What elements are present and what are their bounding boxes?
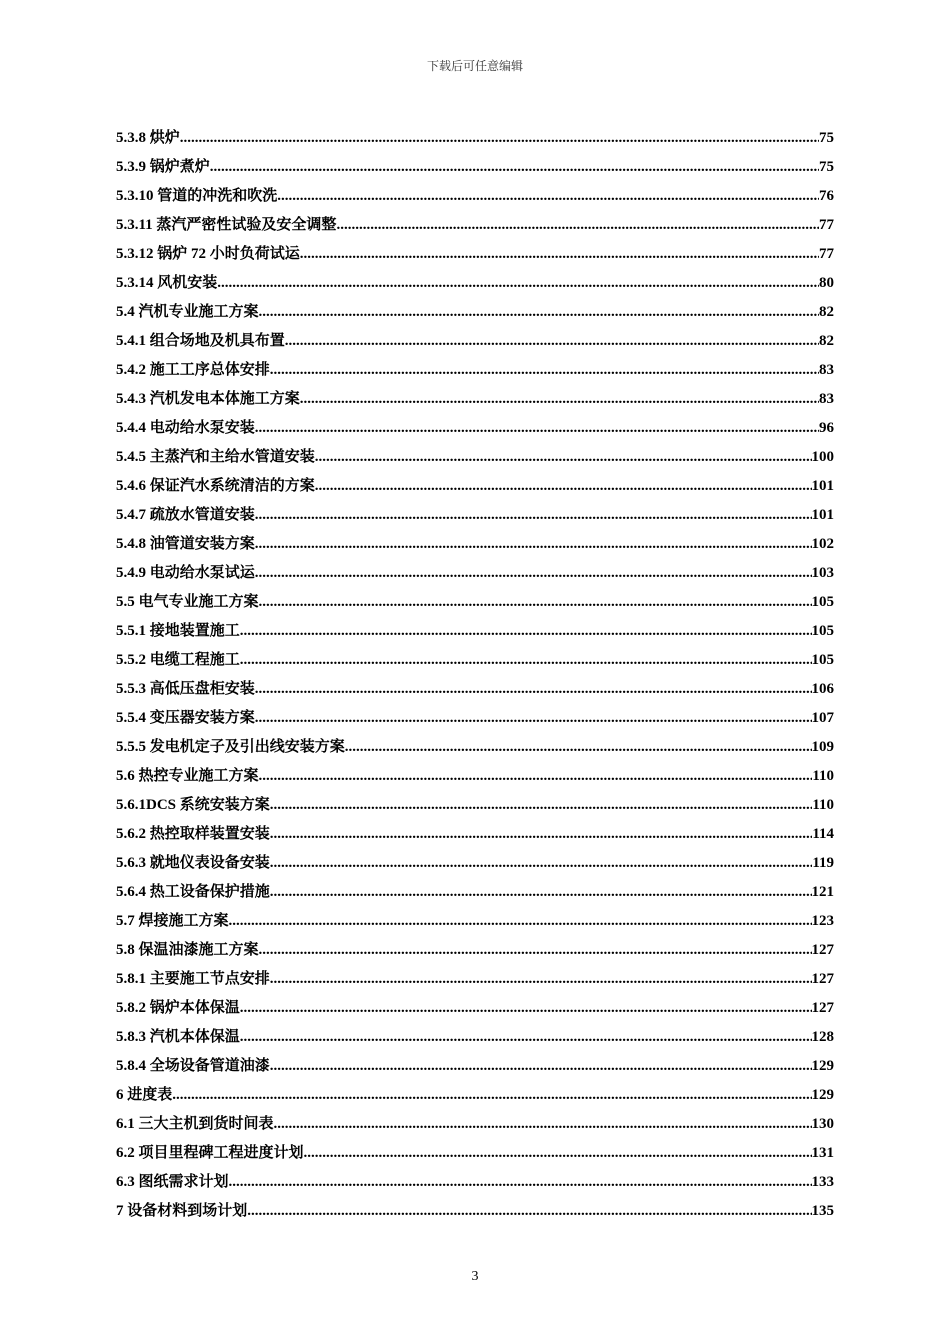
toc-entry[interactable] [116, 704, 834, 733]
toc-entry-page: 83 [819, 362, 834, 378]
page-number: 3 [471, 1269, 479, 1284]
toc-dot-leader [270, 791, 813, 820]
toc-entry-page: 101 [811, 507, 834, 523]
toc-entry-page: 121 [811, 884, 834, 900]
toc-entry-title: 5.4.7 疏放水管道安装 [116, 507, 255, 523]
toc-entry-page: 127 [811, 942, 834, 958]
toc-entry-title: 6 进度表 [116, 1087, 173, 1103]
toc-entry[interactable] [116, 1197, 834, 1226]
toc-entry-title: 7 设备材料到场计划 [116, 1203, 248, 1219]
toc-dot-leader [300, 385, 819, 414]
toc-entry-page: 75 [819, 159, 834, 175]
toc-entry[interactable] [116, 878, 834, 907]
toc-dot-leader [259, 298, 819, 327]
page-header-note: 下载后可任意编辑 [426, 59, 523, 73]
toc-entry-title: 5.5.3 高低压盘柜安装 [116, 681, 255, 697]
toc-entry-page: 110 [812, 768, 834, 784]
toc-dot-leader [270, 878, 812, 907]
toc-entry[interactable] [116, 327, 834, 356]
toc-entry-title: 5.3.10 管道的冲洗和吹洗 [116, 188, 278, 204]
toc-entry-page: 127 [811, 971, 834, 987]
toc-dot-leader [336, 211, 819, 240]
toc-entry-title: 5.6.3 就地仪表设备安装 [116, 855, 270, 871]
toc-entry-title: 5.4.4 电动给水泵安装 [116, 420, 255, 436]
toc-entry-title: 5.8.3 汽机本体保温 [116, 1029, 240, 1045]
toc-entry-title: 5.5.5 发电机定子及引出线安装方案 [116, 739, 345, 755]
toc-entry[interactable] [116, 936, 834, 965]
toc-dot-leader [270, 1052, 812, 1081]
toc-entry-title: 5.5.2 电缆工程施工 [116, 652, 240, 668]
toc-entry[interactable] [116, 849, 834, 878]
toc-entry-page: 82 [819, 333, 834, 349]
toc-entry-title: 5.4.1 组合场地及机具布置 [116, 333, 285, 349]
toc-entry-page: 114 [812, 826, 834, 842]
toc-dot-leader [259, 588, 812, 617]
toc-dot-leader [217, 269, 819, 298]
toc-entry[interactable] [116, 501, 834, 530]
toc-dot-leader [210, 153, 819, 182]
toc-entry-title: 5.5.4 变压器安装方案 [116, 710, 255, 726]
toc-entry-title: 5.7 焊接施工方案 [116, 913, 229, 929]
toc-entry-title: 5.8.4 全场设备管道油漆 [116, 1058, 270, 1074]
toc-dot-leader [240, 646, 812, 675]
toc-entry-title: 5.4.8 油管道安装方案 [116, 536, 255, 552]
toc-entry-title: 5.8.1 主要施工节点安排 [116, 971, 270, 987]
toc-entry[interactable] [116, 269, 834, 298]
toc-entry-page: 129 [811, 1087, 834, 1103]
toc-entry[interactable] [116, 240, 834, 269]
toc-dot-leader [270, 356, 819, 385]
toc-entry[interactable] [116, 443, 834, 472]
toc-entry[interactable] [116, 762, 834, 791]
toc-entry[interactable] [116, 1081, 834, 1110]
toc-entry-title: 5.4.2 施工工序总体安排 [116, 362, 270, 378]
toc-entry-page: 76 [819, 188, 834, 204]
toc-dot-leader [229, 907, 812, 936]
toc-entry-page: 107 [811, 710, 834, 726]
toc-entry-page: 105 [811, 623, 834, 639]
toc-entry-title: 5.8.2 锅炉本体保温 [116, 1000, 240, 1016]
toc-entry[interactable] [116, 1052, 834, 1081]
toc-dot-leader [300, 240, 819, 269]
toc-entry-title: 5.4.6 保证汽水系统清洁的方案 [116, 478, 315, 494]
toc-dot-leader [277, 182, 819, 211]
toc-dot-leader [255, 675, 812, 704]
toc-entry[interactable] [116, 617, 834, 646]
toc-dot-leader [255, 704, 812, 733]
toc-entry-title: 5.6.1DCS 系统安装方案 [116, 797, 270, 813]
toc-dot-leader [274, 1110, 812, 1139]
toc-entry-page: 106 [811, 681, 834, 697]
toc-entry[interactable] [116, 211, 834, 240]
toc-entry[interactable] [116, 1168, 834, 1197]
toc-dot-leader [247, 1197, 811, 1226]
toc-entry[interactable] [116, 385, 834, 414]
toc-entry-title: 5.4.3 汽机发电本体施工方案 [116, 391, 300, 407]
toc-entry[interactable] [116, 791, 834, 820]
toc-dot-leader [229, 1168, 812, 1197]
toc-dot-leader [270, 820, 813, 849]
toc-dot-leader [259, 762, 813, 791]
toc-entry-title: 6.1 三大主机到货时间表 [116, 1116, 274, 1132]
toc-entry[interactable] [116, 124, 834, 153]
toc-entry-page: 96 [819, 420, 834, 436]
toc-entry-title: 5.4 汽机专业施工方案 [116, 304, 259, 320]
toc-entry-page: 110 [812, 797, 834, 813]
toc-entry-page: 123 [811, 913, 834, 929]
toc-entry-title: 5.6.2 热控取样装置安装 [116, 826, 270, 842]
toc-entry-page: 133 [811, 1174, 834, 1190]
toc-entry[interactable] [116, 965, 834, 994]
toc-entry-title: 5.5.1 接地装置施工 [116, 623, 240, 639]
toc-dot-leader [315, 443, 812, 472]
toc-entry-title: 5.6.4 热工设备保护措施 [116, 884, 270, 900]
toc-entry-page: 105 [811, 594, 834, 610]
toc-entry-title: 6.2 项目里程碑工程进度计划 [116, 1145, 304, 1161]
toc-dot-leader [240, 994, 812, 1023]
toc-entry-page: 75 [819, 130, 834, 146]
toc-entry-page: 109 [811, 739, 834, 755]
toc-entry-title: 5.6 热控专业施工方案 [116, 768, 259, 784]
toc-entry-title: 6.3 图纸需求计划 [116, 1174, 229, 1190]
toc-dot-leader [285, 327, 819, 356]
toc-entry-page: 77 [819, 217, 834, 233]
toc-entry-title: 5.3.12 锅炉 72 小时负荷试运 [116, 246, 300, 262]
toc-entry-page: 101 [811, 478, 834, 494]
toc-entry-title: 5.3.11 蒸汽严密性试验及安全调整 [116, 217, 337, 233]
toc-dot-leader [172, 1081, 811, 1110]
toc-dot-leader [240, 1023, 812, 1052]
toc-entry-page: 119 [812, 855, 834, 871]
toc-dot-leader [255, 414, 819, 443]
toc-entry[interactable] [116, 820, 834, 849]
toc-dot-leader [180, 124, 819, 153]
toc-entry-page: 100 [811, 449, 834, 465]
toc-entry[interactable] [116, 559, 834, 588]
toc-dot-leader [315, 472, 812, 501]
toc-entry-page: 105 [811, 652, 834, 668]
toc-entry-page: 128 [811, 1029, 834, 1045]
toc-entry-page: 131 [811, 1145, 834, 1161]
toc-dot-leader [255, 559, 812, 588]
toc-entry[interactable] [116, 646, 834, 675]
table-of-contents [116, 124, 834, 1226]
toc-entry[interactable] [116, 414, 834, 443]
toc-entry[interactable] [116, 1110, 834, 1139]
toc-entry[interactable] [116, 907, 834, 936]
toc-entry[interactable] [116, 994, 834, 1023]
toc-entry-title: 5.3.8 烘炉 [116, 130, 180, 146]
toc-entry[interactable] [116, 1139, 834, 1168]
toc-entry-title: 5.5 电气专业施工方案 [116, 594, 259, 610]
toc-entry-title: 5.4.5 主蒸汽和主给水管道安装 [116, 449, 315, 465]
toc-entry[interactable] [116, 356, 834, 385]
toc-entry[interactable] [116, 1023, 834, 1052]
toc-entry[interactable] [116, 733, 834, 762]
toc-entry[interactable] [116, 588, 834, 617]
toc-dot-leader [255, 530, 812, 559]
toc-dot-leader [255, 501, 812, 530]
toc-entry[interactable] [116, 182, 834, 211]
toc-entry-page: 130 [811, 1116, 834, 1132]
toc-dot-leader [240, 617, 812, 646]
toc-entry-page: 82 [819, 304, 834, 320]
toc-entry-page: 80 [819, 275, 834, 291]
toc-entry-title: 5.4.9 电动给水泵试运 [116, 565, 255, 581]
toc-dot-leader [270, 849, 813, 878]
toc-entry-title: 5.3.9 锅炉煮炉 [116, 159, 210, 175]
toc-entry-page: 77 [819, 246, 834, 262]
toc-entry-page: 83 [819, 391, 834, 407]
toc-dot-leader [345, 733, 812, 762]
toc-entry-page: 135 [811, 1203, 834, 1219]
toc-entry-page: 127 [811, 1000, 834, 1016]
toc-entry[interactable] [116, 153, 834, 182]
toc-entry[interactable] [116, 472, 834, 501]
toc-entry-page: 103 [811, 565, 834, 581]
toc-entry[interactable] [116, 675, 834, 704]
toc-entry-page: 102 [811, 536, 834, 552]
toc-entry-title: 5.3.14 风机安装 [116, 275, 218, 291]
toc-entry[interactable] [116, 298, 834, 327]
toc-entry-title: 5.8 保温油漆施工方案 [116, 942, 259, 958]
toc-dot-leader [304, 1139, 812, 1168]
toc-entry[interactable] [116, 530, 834, 559]
toc-dot-leader [270, 965, 812, 994]
toc-dot-leader [259, 936, 812, 965]
toc-entry-page: 129 [811, 1058, 834, 1074]
